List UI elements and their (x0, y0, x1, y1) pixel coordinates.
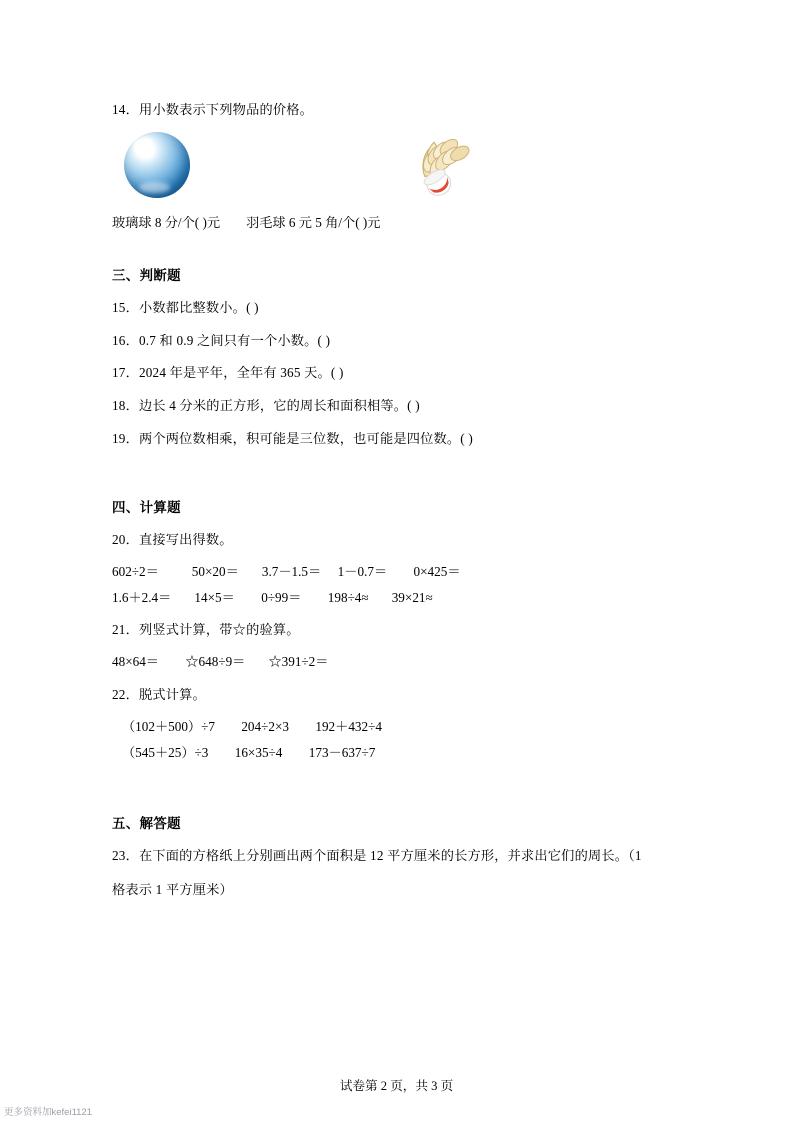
question-14-prompt: 14．用小数表示下列物品的价格。 (112, 102, 314, 117)
question-18: 18．边长 4 分米的正方形，它的周长和面积相等。( ) (112, 398, 420, 414)
question-21-row-1: 48×64＝ ☆648÷9＝ ☆391÷2＝ (112, 654, 329, 670)
question-19: 19．两个两位数相乘，积可能是三位数，也可能是四位数。( ) (112, 430, 473, 446)
question-20-prompt: 20．直接写出得数。 (112, 531, 233, 547)
badminton-shuttlecock-image (400, 130, 492, 208)
section-heading-judgement: 三、判断题 (112, 267, 181, 283)
question-21-prompt: 21．列竖式计算，带☆的验算。 (112, 622, 300, 638)
question-22-prompt: 22．脱式计算。 (112, 686, 206, 702)
question-22-row-2: （545＋25）÷3 16×35÷4 173－637÷7 (122, 744, 376, 760)
question-20-row-2: 1.6＋2.4＝ 14×5＝ 0÷99＝ 198÷4≈ 39×21≈ (112, 590, 433, 606)
question-14-label-marble: 玻璃球 8 分/个( )元 (112, 214, 221, 230)
question-20-row-1: 602÷2＝ 50×20＝ 3.7－1.5＝ 1－0.7＝ 0×425＝ (112, 563, 461, 579)
watermark-text: 更多资料加kefei1121 (4, 1107, 92, 1118)
page-content (112, 100, 682, 904)
question-17: 17．2024 年是平年，全年有 365 天。( ) (112, 365, 344, 381)
question-23-line-1: 23．在下面的方格纸上分别画出两个面积是 12 平方厘米的长方形，并求出它们的周长。（1 (112, 848, 642, 864)
question-14-images (112, 130, 682, 208)
question-16: 16．0.7 和 0.9 之间只有一个小数。( ) (112, 332, 331, 348)
question-23-line-2: 格表示 1 平方厘米） (112, 882, 233, 898)
question-14-labels (112, 212, 682, 231)
question-15: 15．小数都比整数小。( ) (112, 299, 259, 315)
section-heading-calculation: 四、计算题 (112, 499, 181, 515)
question-14-label-shuttlecock: 羽毛球 6 元 5 角/个( )元 (246, 214, 381, 230)
glass-marble-image (124, 132, 190, 198)
page-footer: 试卷第 2 页，共 3 页 (339, 1079, 454, 1093)
section-heading-problem-solving: 五、解答题 (112, 816, 181, 832)
question-22-row-1: （102＋500）÷7 204÷2×3 192＋432÷4 (122, 718, 382, 734)
